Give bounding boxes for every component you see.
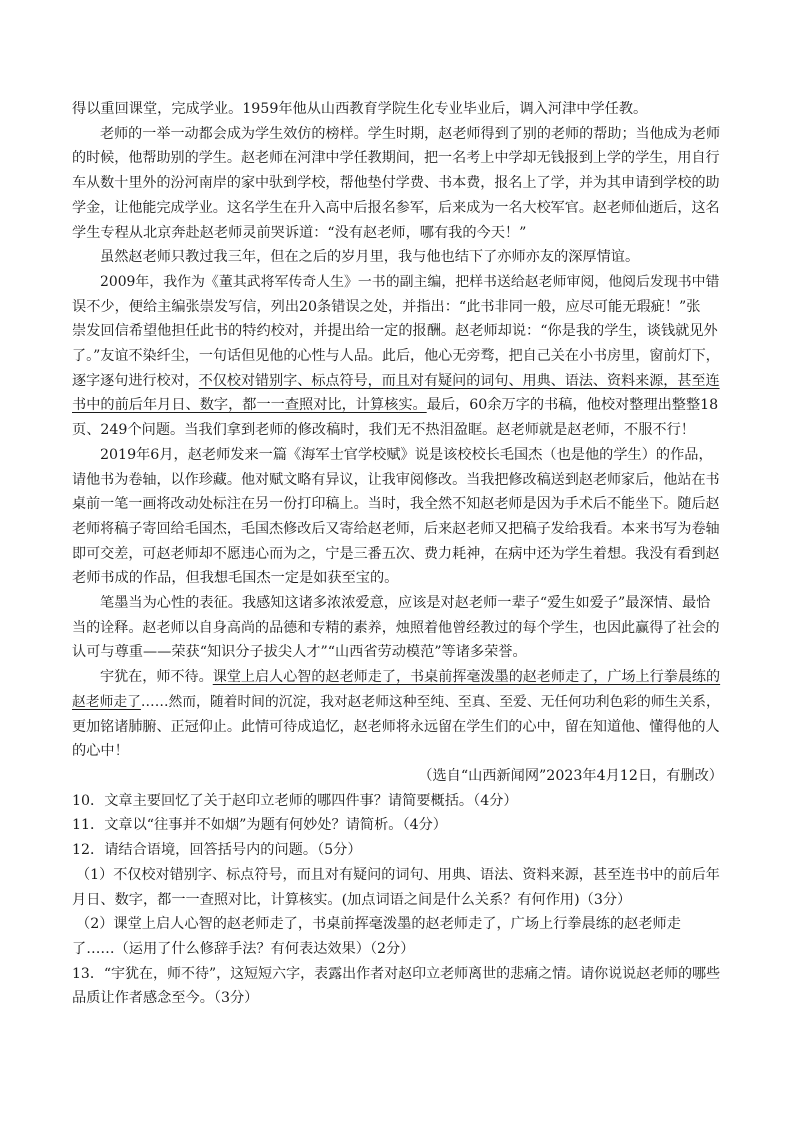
text-line: 学生专程从北京奔赴赵老师灵前哭诉道：“没有赵老师，哪有我的今天！” bbox=[72, 224, 527, 241]
text-line: 车从数十里外的汾河南岸的家中驮到学校，帮他垫付学费、书本费，报名上了学，并为其申请到学校的助 bbox=[72, 175, 720, 192]
question-10: 10．文章主要回忆了关于赵印立老师的哪四件事？请简要概括。（4分） bbox=[72, 792, 518, 809]
underlined-sentence: 书中的前后年月日、数字，都一一查照对比，计算核实。 bbox=[72, 397, 427, 414]
text-span: 最后，60余万字的书稿，他校对整理出整整18 bbox=[426, 397, 719, 414]
question-12-part-1: （1）不仅校对错别字、标点符号，而且对有疑问的词句、用典、语法、资料来源，甚至连书中的前后年 bbox=[76, 866, 720, 883]
text-line bbox=[72, 393, 723, 418]
paragraph-2 bbox=[72, 122, 723, 246]
text-line: 2009年，我作为《董其武将军传奇人生》一书的副主编，把样书送给赵老师审阅，他阅后发现书中错 bbox=[100, 273, 720, 290]
text-line: 老师的一举一动都会成为学生效仿的榜样。学生时期，赵老师得到了别的老师的帮助；当他成为老师 bbox=[100, 125, 721, 142]
paragraph-7 bbox=[72, 665, 723, 764]
question-13: 13．“宇犹在，师不待”，这短短六字，表露出作者对赵印立老师离世的悲痛之情。请你说说赵老师的哪些 bbox=[72, 965, 721, 982]
underlined-sentence: 赵老师走了 bbox=[72, 693, 141, 710]
text-line: 的时候，他帮助别的学生。赵老师在河津中学任教期间，把一名考上中学却无钱报到上学的学生，用自行 bbox=[72, 150, 720, 167]
question-12-part-1-cont: 月日、数字，都一一查照对比，计算核实。(加点词语之间是什么关系？有何作用)（3分） bbox=[72, 891, 632, 908]
text-line: 学金，让他能完成学业。这名学生在升入高中后报名参军，后来成为一名大校军官。赵老师仙逝后，这名 bbox=[72, 199, 720, 216]
text-line: 笔墨当为心性的表征。我感知这诸多浓浓爱意，应该是对赵老师一辈子“爱生如爱子”最深情、最恰 bbox=[100, 595, 711, 612]
text-line: 请他书为卷轴，以作珍藏。他对赋文略有异议，让我审阅修改。当我把修改稿送到赵老师家后，他站在书 bbox=[72, 471, 720, 488]
text-line bbox=[72, 369, 723, 394]
underlined-sentence: 不仅校对错别字、标点符号，而且对有疑问的词句、用典、语法、资料来源，甚至连 bbox=[198, 372, 720, 389]
text-line: 更加铭诸肺腑、正冠仰止。此情可待成追忆，赵老师将永远留在学生们的心中，留在知道他、懂得他的人 bbox=[72, 718, 720, 735]
text-line: 老师书成的作品，但我想毛国杰一定是如获至宝的。 bbox=[72, 570, 399, 587]
questions-section bbox=[72, 789, 723, 1011]
question-12-part-2-cont: 了……（运用了什么修辞手法？有何表达效果）（2分） bbox=[72, 940, 415, 957]
text-line: 页、249个问题。当我们拿到老师的修改稿时，我们无不热泪盈眶。赵老师就是赵老师，不服不行！ bbox=[72, 422, 695, 439]
paragraph-1 bbox=[72, 97, 723, 122]
question-11: 11．文章以“往事并不如烟”为题有何妙处？请简析。（4分） bbox=[72, 817, 447, 834]
text-line: 误不少，便给主编张崇发写信，列出20条错误之处，并指出：“此书非同一般，应尽可能无瑕疵！”张 bbox=[72, 298, 701, 315]
text-line: 了。”友谊不染纤尘，一句话但见他的心性与人品。此后，他心无旁骛，把自己关在小书房里，窗前灯下， bbox=[72, 348, 720, 365]
paragraph-6 bbox=[72, 591, 723, 665]
question-12-part-2: （2）课堂上启人心智的赵老师走了，书桌前挥毫泼墨的赵老师走了，广场上行拳晨练的赵老师走 bbox=[76, 916, 681, 933]
source-citation: （选自“山西新闻网”2023年4月12日，有删改） bbox=[418, 767, 723, 784]
document-page bbox=[72, 97, 723, 1011]
text-line: 当的诠释。赵老师以自身高尚的品德和专精的素养，烛照着他曾经教过的每个学生，也因此赢得了社会的 bbox=[72, 619, 720, 636]
text-span: 逐字逐句进行校对， bbox=[72, 372, 199, 389]
question-12: 12．请结合语境，回答括号内的问题。（5分） bbox=[72, 842, 362, 859]
text-line: 老师将稿子寄回给毛国杰，毛国杰修改后又寄给赵老师，后来赵老师又把稿子发给我看。本来书写为卷轴 bbox=[72, 520, 720, 537]
text-line: 认可与尊重——荣获“知识分子拔尖人才”“山西省劳动模范”等诸多荣誉。 bbox=[72, 644, 527, 661]
question-13-cont: 品质让作者感念至今。（3分） bbox=[72, 990, 259, 1007]
text-line: 桌前一笔一画将改动处标注在另一份打印稿上。当时，我全然不知赵老师是因为手术后不能坐下。随后赵 bbox=[72, 496, 720, 513]
text-line: 虽然赵老师只教过我三年，但在之后的岁月里，我与他也结下了亦师亦友的深厚情谊。 bbox=[100, 249, 640, 266]
text-line: 崇发回信希望他担任此书的特约校对，并提出给一定的报酬。赵老师却说：“你是我的学生，谈钱就见外 bbox=[72, 323, 718, 340]
underlined-sentence: 课堂上启人心智的赵老师走了，书桌前挥毫泼墨的赵老师走了，广场上行拳晨练的 bbox=[212, 669, 721, 686]
paragraph-5 bbox=[72, 443, 723, 591]
text-span: 宇犹在，师不待。 bbox=[100, 669, 213, 686]
paragraph-3 bbox=[72, 245, 723, 270]
text-span: ……然而，随着时间的沉淀，我对赵老师这种至纯、至真、至爱、无任何功利色彩的师生关系， bbox=[140, 693, 720, 710]
text-line bbox=[72, 690, 723, 715]
text-line: 2019年6月，赵老师发来一篇《海军士官学校赋》说是该校校长毛国杰（也是他的学生）的作品， bbox=[100, 446, 713, 463]
text-line: 即可交差，可赵老师却不愿违心而为之，宁是三番五次、费力耗神，在病中还为学生着想。我没有看到赵 bbox=[72, 545, 720, 562]
text-line bbox=[72, 665, 723, 690]
paragraph-4 bbox=[72, 270, 723, 443]
text-line: 的心中！ bbox=[72, 743, 129, 760]
text-line: 得以重回课堂，完成学业。1959年他从山西教育学院生化专业毕业后，调入河津中学任教。 bbox=[72, 101, 648, 117]
